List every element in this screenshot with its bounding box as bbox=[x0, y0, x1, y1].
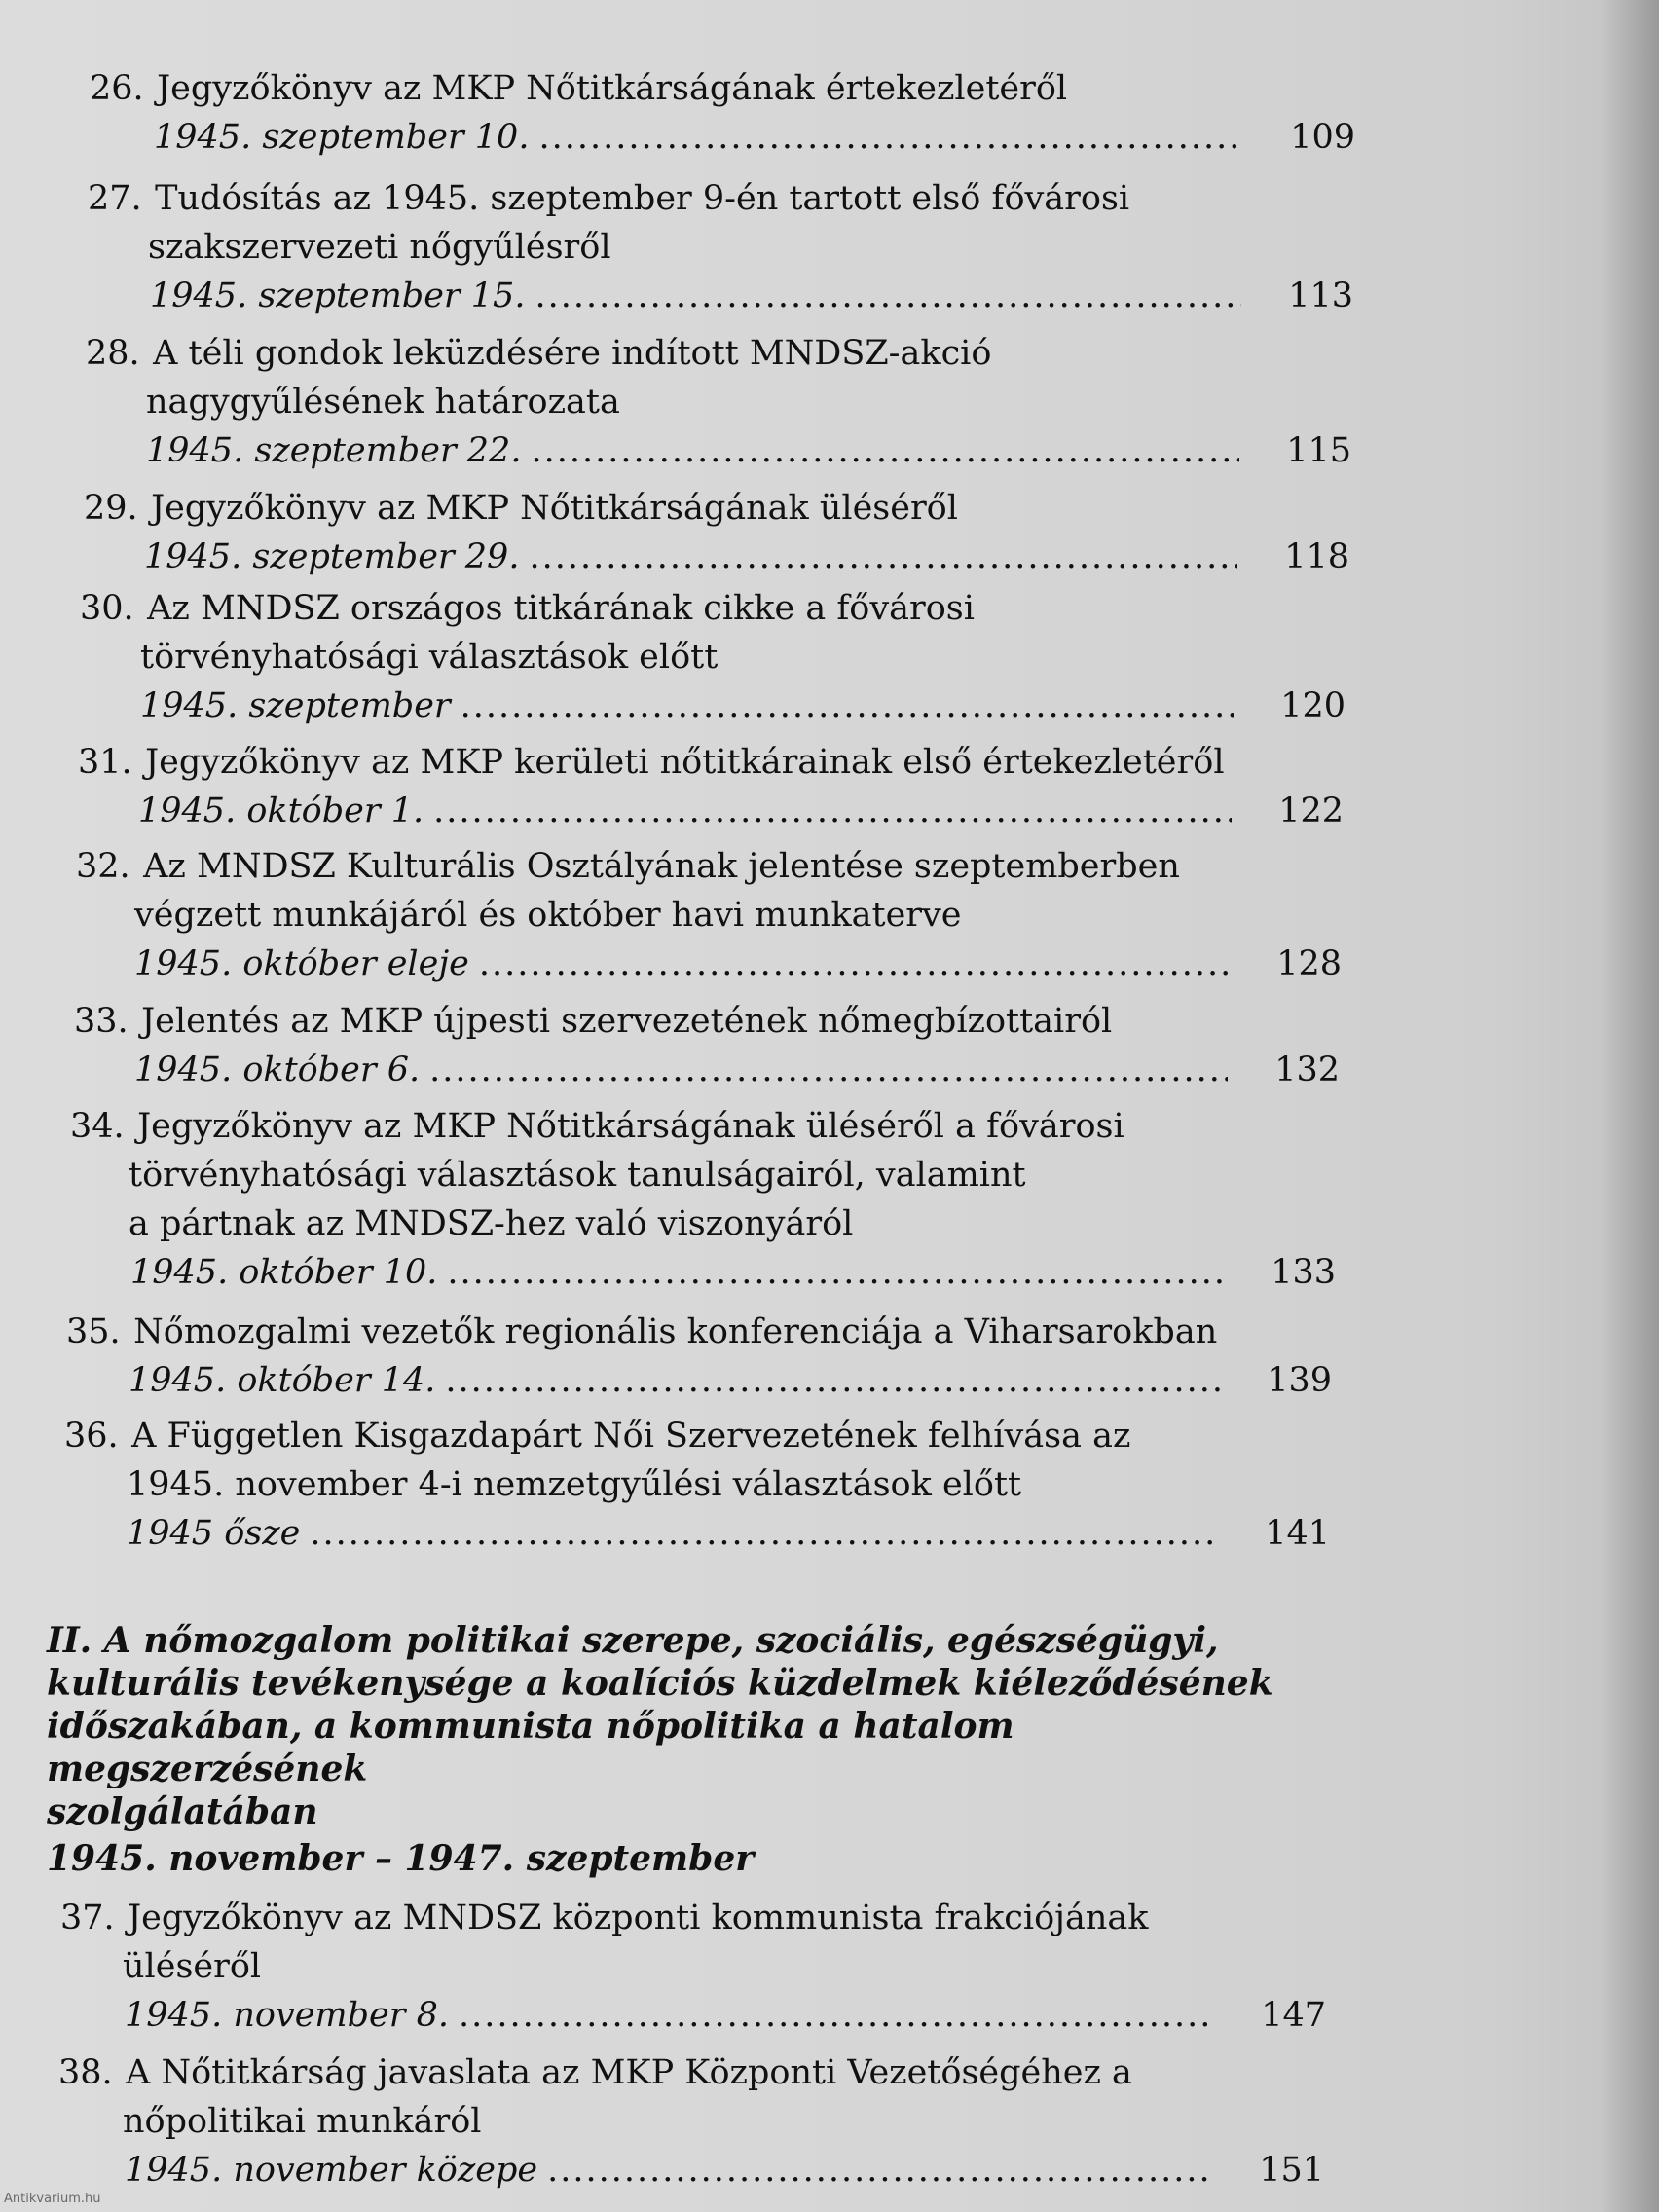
dot-leader bbox=[529, 533, 1237, 581]
page-number: 128 bbox=[1276, 944, 1342, 983]
page-number: 139 bbox=[1267, 1361, 1332, 1400]
section-heading bbox=[47, 1619, 1342, 1880]
entry-date: 1945. október 1. bbox=[138, 792, 424, 830]
toc-entry-35 bbox=[66, 1308, 1332, 1405]
entry-title-line: végzett munkájáról és október havi munkaterve bbox=[134, 896, 962, 935]
entry-title-line: nagygyűlésének határozata bbox=[146, 383, 620, 422]
entry-title-line: Az MNDSZ országos titkárának cikke a fővárosi bbox=[147, 589, 975, 628]
entry-title-line: A Független Kisgazdapárt Női Szervezetének felhívása az bbox=[131, 1417, 1131, 1456]
entry-title-line: törvényhatósági választások előtt bbox=[140, 638, 719, 677]
toc-entry-29 bbox=[84, 484, 1349, 581]
toc-entry-27 bbox=[88, 174, 1353, 320]
dot-leader bbox=[538, 113, 1243, 162]
entry-number: 28. bbox=[86, 334, 140, 373]
entry-number: 27. bbox=[88, 179, 142, 218]
entry-title-line: törvényhatósági választások tanulságairól, valamint bbox=[129, 1156, 1026, 1195]
toc-entry-37 bbox=[60, 1894, 1326, 2040]
entry-number: 30. bbox=[80, 589, 134, 628]
page-number: 115 bbox=[1286, 431, 1351, 470]
entry-title-line: Tudósítás az 1945. szeptember 9-én tartott első fővárosi bbox=[155, 179, 1130, 218]
toc-entry-30 bbox=[80, 584, 1346, 730]
page-number: 118 bbox=[1284, 537, 1349, 576]
entry-number: 38. bbox=[58, 2053, 113, 2092]
entry-title-line: szakszervezeti nőgyűlésről bbox=[148, 228, 611, 267]
toc-entry-32 bbox=[76, 842, 1342, 988]
page-number: 133 bbox=[1271, 1253, 1336, 1292]
entry-number: 31. bbox=[78, 743, 132, 782]
entry-title-line: Jegyzőkönyv az MKP Nőtitkárságának üléséről a fővárosi bbox=[137, 1107, 1124, 1146]
entry-number: 29. bbox=[84, 489, 138, 528]
entry-date: 1945. október 14. bbox=[129, 1361, 436, 1400]
entry-number: 34. bbox=[70, 1107, 125, 1146]
page-edge-shadow bbox=[1601, 0, 1659, 2212]
dot-leader bbox=[310, 1509, 1218, 1558]
entry-title-line: nőpolitikai munkáról bbox=[123, 2102, 482, 2141]
section-title: II. A nőmozgalom politikai szerepe, szociális, egészségügyi, kulturális tevékenysége a koalíciós küzdelmek kiéleződésének időszakában, a kommunista nőpolitika a hatalom megszerzésének szolgálatában bbox=[47, 1620, 1273, 1832]
entry-title-line: Jegyzőkönyv az MKP kerületi nőtitkárainak első értekezletéről bbox=[145, 743, 1225, 782]
entry-title-line: Nőmozgalmi vezetők regionális konferenciája a Viharsarokban bbox=[133, 1312, 1218, 1351]
dot-leader bbox=[445, 1356, 1220, 1405]
entry-date: 1945. november közepe bbox=[125, 2151, 538, 2190]
entry-date: 1945. szeptember 15. bbox=[150, 276, 526, 315]
entry-title-line: A Nőtitkárság javaslata az MKP Központi Vezetőségéhez a bbox=[126, 2053, 1132, 2092]
entry-title-line: üléséről bbox=[123, 1947, 262, 1986]
toc-entry-38 bbox=[58, 2048, 1324, 2194]
entry-number: 26. bbox=[90, 69, 144, 108]
page-number: 113 bbox=[1288, 276, 1353, 315]
entry-date: 1945. szeptember 22. bbox=[146, 431, 522, 470]
entry-title-line: Jegyzőkönyv az MKP Nőtitkárságának értekezletéről bbox=[157, 69, 1068, 108]
entry-number: 36. bbox=[64, 1417, 119, 1456]
entry-title-line: Jegyzőkönyv az MKP Nőtitkárságának üléséről bbox=[151, 489, 958, 528]
entry-date: 1945. október eleje bbox=[134, 944, 469, 983]
page-number: 147 bbox=[1261, 1996, 1326, 2035]
dot-leader bbox=[429, 1046, 1228, 1094]
dot-leader bbox=[433, 787, 1232, 835]
entry-title-line: A téli gondok leküzdésére indított MNDSZ-akció bbox=[153, 334, 992, 373]
dot-leader bbox=[461, 682, 1234, 730]
entry-title-line: Jelentés az MKP újpesti szervezetének nőmegbízottairól bbox=[141, 1002, 1113, 1041]
entry-date: 1945. szeptember 29. bbox=[144, 537, 520, 576]
page-number: 109 bbox=[1290, 118, 1355, 157]
entry-date: 1945. október 6. bbox=[134, 1051, 421, 1089]
toc-entry-31 bbox=[78, 738, 1344, 835]
entry-title-line: Az MNDSZ Kulturális Osztályának jelentése szeptemberben bbox=[143, 847, 1180, 886]
toc-entry-33 bbox=[74, 997, 1340, 1094]
entry-date: 1945. szeptember bbox=[140, 686, 451, 725]
entry-date: 1945 ősze bbox=[127, 1514, 301, 1553]
entry-number: 32. bbox=[76, 847, 130, 886]
entry-title-line: 1945. november 4-i nemzetgyűlési választások előtt bbox=[127, 1465, 1022, 1504]
toc-entry-36 bbox=[64, 1412, 1330, 1558]
page-number: 122 bbox=[1278, 792, 1344, 830]
entry-date: 1945. október 10. bbox=[130, 1253, 438, 1292]
entry-title-line: Jegyzőkönyv az MNDSZ központi kommunista frakciójának bbox=[128, 1899, 1149, 1937]
toc-entry-26 bbox=[90, 64, 1355, 162]
page-number: 141 bbox=[1265, 1514, 1330, 1553]
dot-leader bbox=[479, 940, 1230, 988]
entry-number: 37. bbox=[60, 1899, 115, 1937]
dot-leader bbox=[459, 1991, 1214, 2040]
toc-entry-34 bbox=[70, 1102, 1336, 1297]
entry-title-line: a pártnak az MNDSZ-hez való viszonyáról bbox=[129, 1204, 854, 1243]
page-number: 132 bbox=[1274, 1051, 1340, 1089]
page-number: 120 bbox=[1280, 686, 1346, 725]
dot-leader bbox=[547, 2146, 1212, 2194]
section-period: 1945. november – 1947. szeptember bbox=[47, 1838, 755, 1879]
entry-date: 1945. november 8. bbox=[125, 1996, 449, 2035]
entry-number: 33. bbox=[74, 1002, 129, 1041]
entry-date: 1945. szeptember 10. bbox=[154, 118, 530, 157]
dot-leader bbox=[447, 1248, 1224, 1297]
dot-leader bbox=[535, 272, 1241, 320]
page-number: 151 bbox=[1259, 2151, 1324, 2190]
entry-number: 35. bbox=[66, 1312, 121, 1351]
toc-entry-28 bbox=[86, 329, 1351, 475]
dot-leader bbox=[531, 426, 1239, 475]
watermark: Antikvarium.hu bbox=[4, 2192, 101, 2206]
